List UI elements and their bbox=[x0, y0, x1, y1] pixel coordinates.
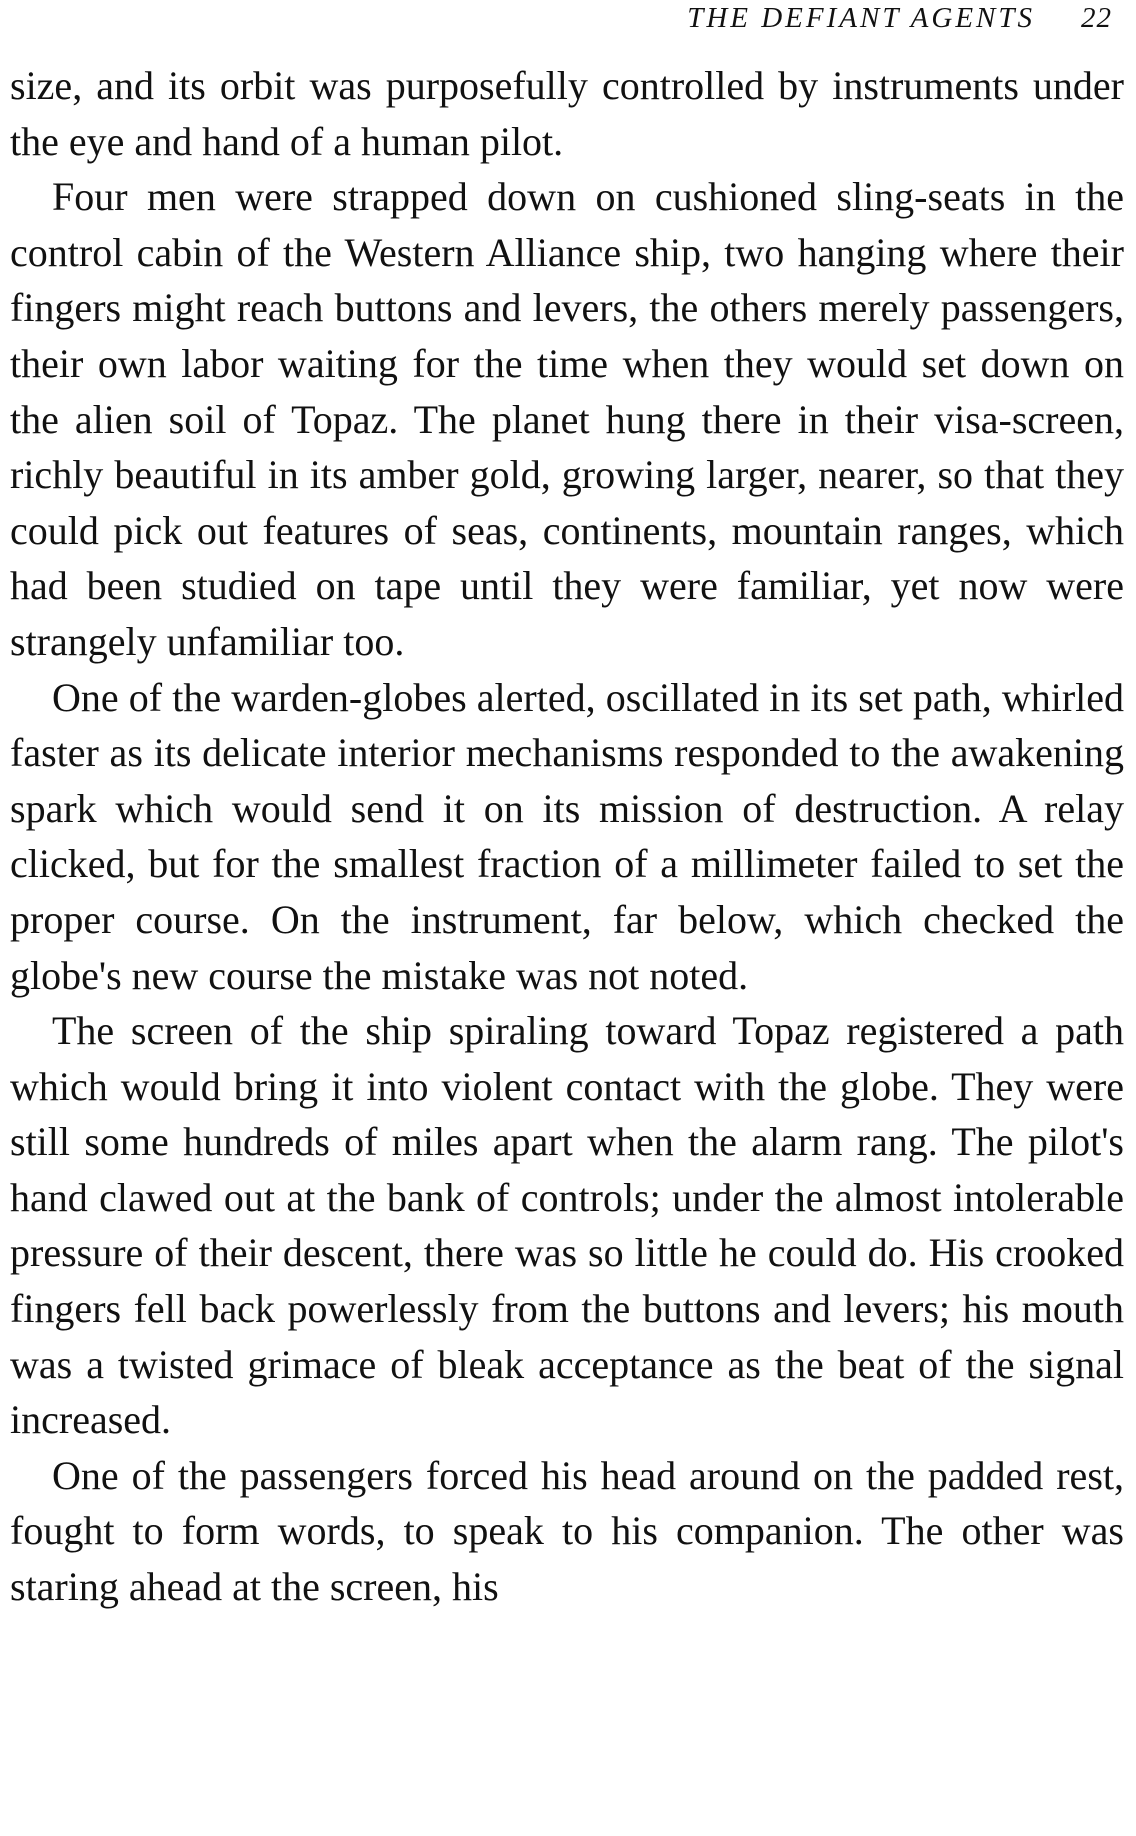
paragraph-continuation: size, and its orbit was purposefully controlled by instruments under the eye and hand of a human pilot. bbox=[10, 63, 1124, 164]
running-title: THE DEFIANT AGENTS bbox=[687, 2, 1035, 34]
page-number: 22 bbox=[1081, 2, 1112, 34]
paragraph: Four men were strapped down on cushioned sling-seats in the control cabin of the Western Alliance ship, two hanging where their fingers might reach buttons and levers, the others merely passengers, their own labor waiting for the time when they would set down on the alien soil of Topaz. The planet hung there in their visa-screen, richly beautiful in its amber gold, growing larger, nearer, so that they could pick out features of seas, continents, mountain ranges, which had been studied on tape until they were familiar, yet now were strangely unfamiliar too. bbox=[10, 174, 1124, 664]
running-head bbox=[687, 2, 1112, 48]
body-text bbox=[10, 58, 1124, 1615]
paragraph: One of the passengers forced his head around on the padded rest, fought to form words, to speak to his companion. The other was staring ahead at the screen, his bbox=[10, 1452, 1124, 1610]
paragraph: The screen of the ship spiraling toward Topaz registered a path which would bring it into violent contact with the globe. They were still some hundreds of miles apart when the alarm rang. The pilot's hand clawed out at the bank of controls; under the almost intolerable pressure of their descent, there was so little he could do. His crooked fingers fell back powerlessly from the buttons and levers; his mouth was a twisted grimace of bleak acceptance as the beat of the signal increased. bbox=[10, 1008, 1124, 1443]
paragraph: One of the warden-globes alerted, oscillated in its set path, whirled faster as its delicate interior mechanisms responded to the awakening spark which would send it on its mission of destruction. A relay clicked, but for the smallest fraction of a millimeter failed to set the proper course. On the instrument, far below, which checked the globe's new course the mistake was not noted. bbox=[10, 674, 1124, 998]
